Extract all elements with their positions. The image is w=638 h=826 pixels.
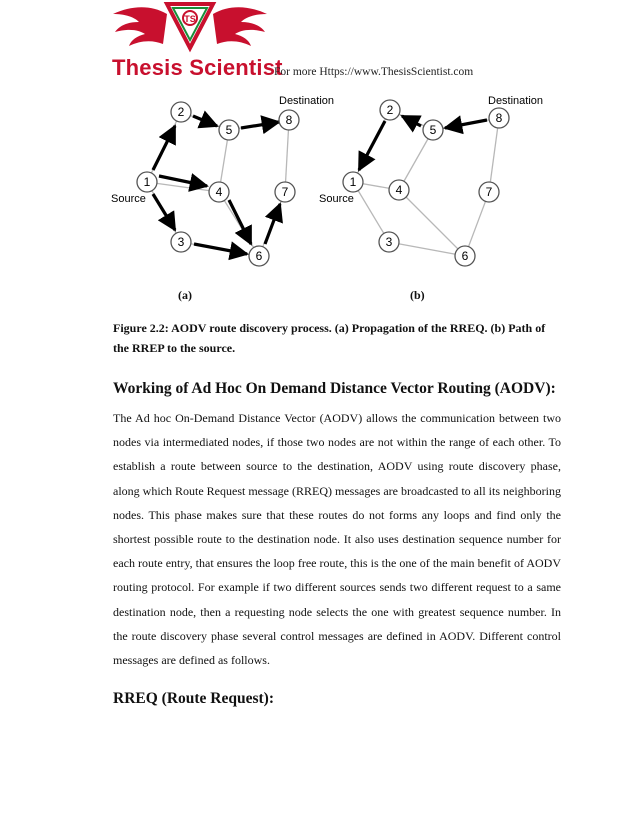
node-a-6 [249, 246, 269, 266]
node-a-8 [279, 110, 299, 130]
svg-text:4: 4 [215, 185, 223, 199]
node-a-5 [219, 120, 239, 140]
more-link-text: For more Https://www.ThesisScientist.com [274, 66, 474, 78]
svg-text:7: 7 [281, 185, 289, 199]
diagram-b-nodes [343, 100, 509, 266]
node-b-5 [423, 120, 443, 140]
node-a-2 [171, 102, 191, 122]
diagram-a-source-label: Source [111, 193, 146, 205]
node-b-8 [489, 108, 509, 128]
node-b-3 [379, 232, 399, 252]
svg-text:6: 6 [255, 249, 263, 263]
svg-text:7: 7 [485, 185, 493, 199]
node-a-7 [275, 182, 295, 202]
svg-text:8: 8 [285, 113, 293, 127]
node-a-1 [137, 172, 157, 192]
right-wing-icon [213, 7, 267, 46]
figure-caption: Figure 2.2: AODV route discovery process. (a) Propagation of the RREQ. (b) Path of the RREP to the source. [113, 321, 546, 355]
svg-text:5: 5 [429, 123, 437, 137]
svg-text:3: 3 [177, 235, 185, 249]
node-b-6 [455, 246, 475, 266]
node-a-3 [171, 232, 191, 252]
subsection-heading: RREQ (Route Request): [113, 690, 275, 707]
node-a-4 [209, 182, 229, 202]
svg-text:1: 1 [349, 175, 357, 189]
section-heading: Working of Ad Hoc On Demand Distance Vector Routing (AODV): [113, 380, 556, 397]
node-b-2 [380, 100, 400, 120]
svg-text:6: 6 [461, 249, 469, 263]
aodv-diagram [105, 88, 544, 278]
svg-text:1: 1 [143, 175, 151, 189]
svg-text:8: 8 [495, 111, 503, 125]
diagram-a [111, 95, 334, 266]
node-b-4 [389, 180, 409, 200]
node-b-1 [343, 172, 363, 192]
figure-sublabel-b: (b) [410, 288, 425, 302]
diagram-b-source-label: Source [319, 193, 354, 205]
svg-text:2: 2 [177, 105, 185, 119]
svg-text:5: 5 [225, 123, 233, 137]
diagram-b [319, 95, 543, 266]
logo-badge-text: TS [184, 14, 196, 24]
node-b-7 [479, 182, 499, 202]
triangle-badge-icon [167, 4, 213, 48]
section-body: The Ad hoc On-Demand Distance Vector (AODV) allows the communication between two nodes via intermediated nodes, if those two nodes are not within the range of each other. To establish a route between source to the destination, AODV using route discovery phase, along which Route Request message (RREQ) messages are broadcasted to all its neighboring nodes. This phase makes sure that these routes do not forms any loops and find only the shortest possible route to the destination node. It also uses destination sequence number for each route entry, that ensures the loop free route, this is the one of the main benefit of AODV routing protocol. For example if two different sources sends two different request to a same destination node, then a requesting node selects the one with greatest sequence number. In the route discovery phase several control messages are defined in AODV. Different control messages are defined as follows. [113, 411, 561, 668]
left-wing-icon [113, 7, 167, 46]
brand-name: Thesis Scientist [112, 55, 283, 80]
figure-sublabel-a: (a) [178, 288, 192, 302]
diagram-a-destination-label: Destination [279, 95, 335, 107]
svg-text:4: 4 [395, 183, 403, 197]
diagram-b-destination-label: Destination [488, 95, 544, 107]
svg-text:3: 3 [385, 235, 393, 249]
svg-text:2: 2 [386, 103, 394, 117]
